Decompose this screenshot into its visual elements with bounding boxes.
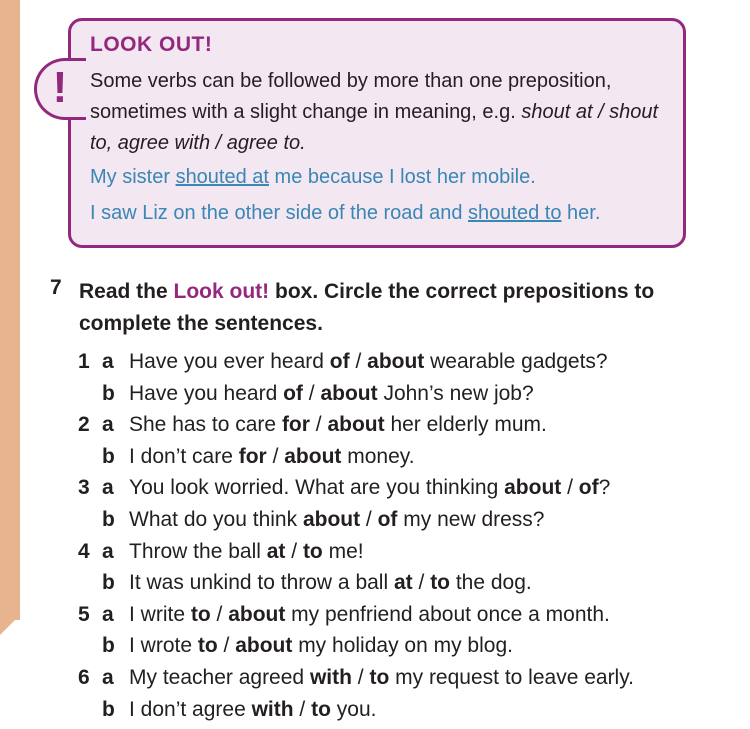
- exercise-item: [0, 379, 750, 409]
- item-letter: a: [102, 602, 114, 626]
- item-number: 5: [78, 602, 90, 626]
- option-1[interactable]: with: [251, 697, 294, 721]
- item-letter: a: [102, 539, 114, 563]
- item-sentence: My teacher agreed with / to my request to leave early.: [129, 666, 635, 689]
- option-1[interactable]: about: [504, 476, 562, 500]
- option-2[interactable]: about: [320, 381, 378, 405]
- option-2[interactable]: about: [235, 634, 293, 658]
- item-sentence: I don’t care for / about money.: [129, 444, 415, 468]
- item-sentence: I wrote to / about my holiday on my blog.: [129, 634, 513, 658]
- example-sentence-1: My sister shouted at me because I lost her mobile.: [90, 166, 536, 188]
- item-letter: b: [102, 634, 115, 658]
- option-2[interactable]: of: [578, 476, 599, 500]
- option-2[interactable]: about: [228, 602, 286, 626]
- option-1[interactable]: with: [309, 666, 352, 689]
- option-1[interactable]: about: [302, 508, 361, 531]
- item-number: 6: [78, 666, 90, 689]
- item-letter: a: [102, 476, 114, 500]
- option-2[interactable]: to: [430, 571, 451, 595]
- item-number: 3: [78, 476, 90, 500]
- exercise-item: [0, 442, 750, 472]
- option-1[interactable]: to: [190, 602, 211, 626]
- look-out-body: Some verbs can be followed by more than one preposition, sometimes with a slight change in meaning, e.g. shout at / shout to, agree with / agree to.: [90, 70, 659, 154]
- item-letter: b: [102, 697, 115, 721]
- item-sentence: Throw the ball at / to me!: [129, 539, 364, 563]
- item-letter: a: [102, 350, 114, 373]
- item-sentence: I write to / about my penfriend about once a month.: [129, 602, 610, 626]
- exercise-number: 7: [50, 276, 62, 299]
- option-1[interactable]: of: [329, 350, 350, 373]
- item-sentence: She has to care for / about her elderly mum.: [129, 413, 547, 437]
- option-2[interactable]: about: [284, 444, 342, 468]
- exercise-item: [0, 347, 750, 377]
- item-sentence: You look worried. What are you thinking about / of?: [129, 476, 611, 500]
- item-letter: a: [102, 413, 114, 437]
- item-sentence: It was unkind to throw a ball at / to the dog.: [129, 571, 532, 595]
- exercise-item: [0, 537, 750, 567]
- item-letter: b: [102, 444, 115, 468]
- item-letter: b: [102, 508, 115, 531]
- exercise-instruction: Read the Look out! box. Circle the correct prepositions to complete the sentences.: [79, 280, 655, 335]
- exclamation-icon: !: [52, 63, 68, 112]
- item-sentence: I don’t agree with / to you.: [129, 697, 377, 721]
- option-2[interactable]: to: [369, 666, 390, 689]
- option-1[interactable]: to: [197, 634, 218, 658]
- exercise-item: [0, 600, 750, 630]
- item-sentence: Have you ever heard of / about wearable gadgets?: [129, 350, 608, 373]
- option-2[interactable]: about: [367, 350, 425, 373]
- option-2[interactable]: of: [377, 508, 398, 531]
- option-2[interactable]: to: [311, 697, 331, 721]
- item-letter: a: [102, 666, 114, 689]
- option-2[interactable]: about: [327, 413, 385, 437]
- exercise-item: [0, 568, 750, 598]
- exercise-item: [0, 410, 750, 440]
- body-example: shout at / shout to, agree with / agree to.: [90, 101, 659, 154]
- look-out-title: LOOK OUT!: [90, 33, 213, 56]
- example-sentence-2: I saw Liz on the other side of the road and shouted to her.: [90, 202, 601, 224]
- item-number: 4: [78, 539, 90, 563]
- exercise-item: [0, 663, 750, 693]
- option-2[interactable]: to: [302, 539, 323, 563]
- example-underline: shouted to: [468, 202, 562, 224]
- item-letter: b: [102, 571, 115, 595]
- option-1[interactable]: for: [281, 413, 310, 437]
- exercise-item: [0, 631, 750, 661]
- option-1[interactable]: of: [283, 381, 303, 405]
- item-number: 2: [78, 413, 90, 437]
- item-number: 1: [78, 350, 90, 373]
- item-letter: b: [102, 381, 115, 405]
- exercise-item: [0, 473, 750, 503]
- item-sentence: What do you think about / of my new dress?: [129, 508, 545, 531]
- exercise-item: [0, 505, 750, 535]
- option-1[interactable]: at: [266, 539, 286, 563]
- exercise-item: [0, 695, 750, 725]
- example-underline: shouted at: [175, 166, 269, 188]
- option-1[interactable]: for: [238, 444, 267, 468]
- item-sentence: Have you heard of / about John’s new job?: [129, 381, 534, 405]
- option-1[interactable]: at: [393, 571, 413, 595]
